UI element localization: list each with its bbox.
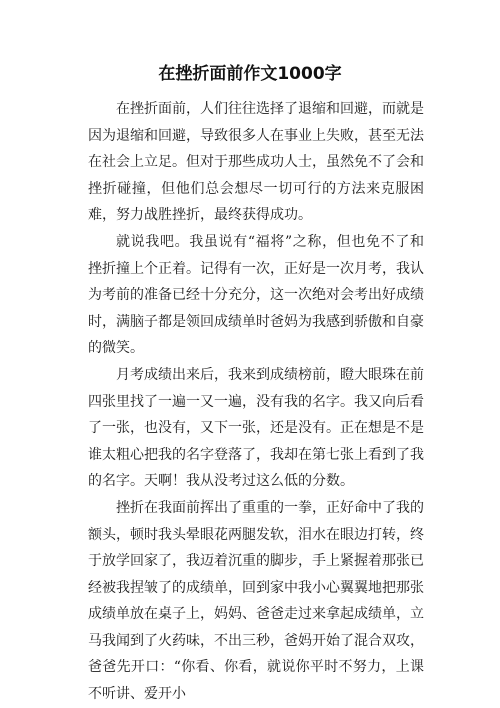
paragraph-2: 就说我吧。我虽说有“福将”之称，但也免不了和挫折撞上个正着。记得有一次，正好是一次月考，我认为考前的准备已经十分充分，这一次绝对会考出好成绩时，满脑子都是领回成绩单时爸妈为我感到骄傲和自豪的微笑。 [88,233,424,357]
paragraph-1: 在挫折面前，人们往往选择了退缩和回避，而就是因为退缩和回避，导致很多人在事业上失败，甚至无法在社会上立足。但对于那些成功人士，虽然免不了会和挫折碰撞，但他们总会想尽一切可行的方法来克服困难，努力战胜挫折，最终获得成功。 [88,101,424,224]
document-body [88,96,424,708]
paragraph-4: 挫折在我面前挥出了重重的一拳，正好命中了我的额头，顿时我头晕眼花两腿发软，泪水在眼边打转，终于放学回家了，我迈着沉重的脚步，手上紧握着那张已经被我捏皱了的成绩单，回到家中我小心翼翼地把那张成绩单放在桌子上，妈妈、爸爸走过来拿起成绩单，立马我闻到了火药味，不出三秒，爸妈开始了混合双攻，爸爸先开口：“你看、你看，就说你平时不努力，上课不听讲、爱开小 [88,499,424,703]
paragraph-3: 月考成绩出来后，我来到成绩榜前，瞪大眼珠在前四张里找了一遍一又一遍，没有我的名字。我又向后看了一张，也没有，又下一张，还是没有。正在想是不是谁太粗心把我的名字登落了，我却在第七张上看到了我的名字。天啊！我从没考过这么低的分数。 [88,366,424,490]
document-title: 在挫折面前作文1000字 [158,64,342,84]
